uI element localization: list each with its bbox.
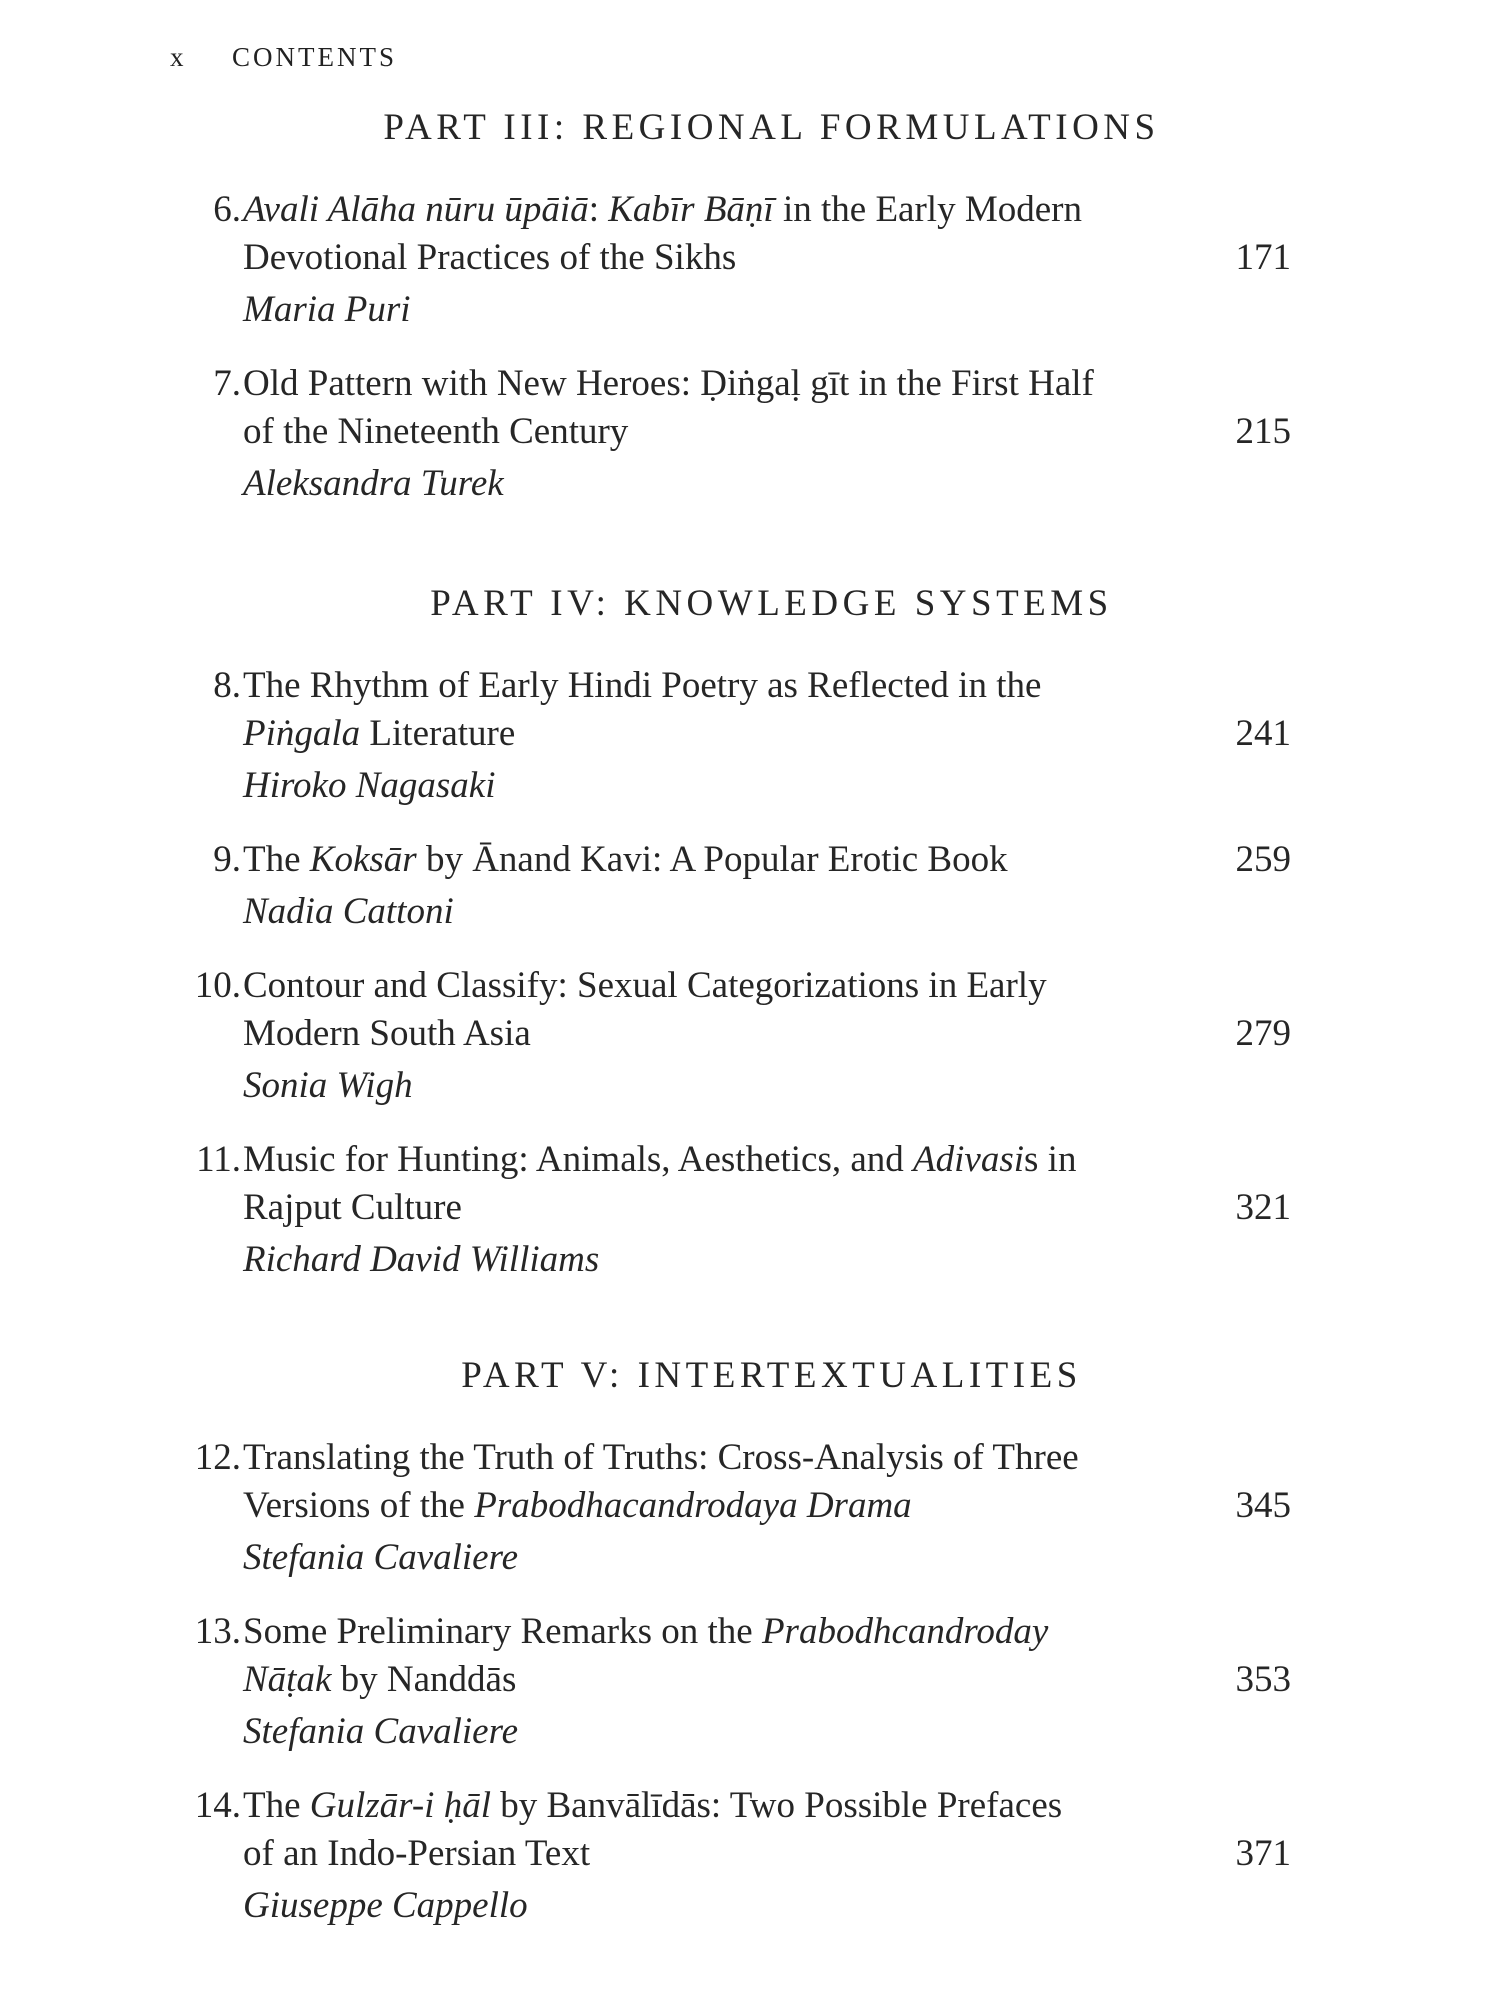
entry-title-line-1: Old Pattern with New Heroes: Ḍiṅgaḷ gīt in the First Half	[243, 363, 1094, 404]
entry-title-line-1: Translating the Truth of Truths: Cross-Analysis of Three	[243, 1437, 1079, 1478]
entry-title-line-1: The Gulzār-i ḥāl by Banvālīdās: Two Possible Prefaces	[243, 1785, 1063, 1826]
entry-author: Richard David Williams	[243, 1239, 600, 1280]
entry-page-number: 353	[1235, 1659, 1291, 1700]
entry-title-line-2: Rajput Culture	[243, 1187, 462, 1228]
running-head-label: CONTENTS	[232, 42, 397, 72]
entry-author: Aleksandra Turek	[243, 463, 504, 504]
entry-number: 8.	[213, 665, 241, 706]
entry-title-line-2: Devotional Practices of the Sikhs	[243, 237, 737, 278]
page-folio: x	[170, 42, 187, 72]
entry-author: Giuseppe Cappello	[243, 1885, 528, 1926]
entry-number: 7.	[213, 363, 241, 404]
entry-author: Nadia Cattoni	[243, 891, 454, 932]
entry-page-number: 371	[1235, 1833, 1291, 1874]
entry-title-line-1: Avali Alāha nūru ūpāiā: Kabīr Bāṇī in the Early Modern	[243, 189, 1082, 230]
running-head	[170, 42, 397, 73]
part-heading-iv: PART IV: KNOWLEDGE SYSTEMS	[430, 583, 1113, 624]
entry-page-number: 171	[1235, 237, 1291, 278]
entry-title-line-2: Piṅgala Literature	[243, 713, 516, 754]
entry-page-number: 241	[1235, 713, 1291, 754]
entry-title-line-1: Music for Hunting: Animals, Aesthetics, and Adivasis in	[243, 1139, 1077, 1180]
entry-title-line-2: of the Nineteenth Century	[243, 411, 629, 452]
entry-page-number: 345	[1235, 1485, 1291, 1526]
entry-title-line-1: Contour and Classify: Sexual Categorizations in Early	[243, 965, 1047, 1006]
entry-title-line-2: Versions of the Prabodhacandrodaya Drama	[243, 1485, 912, 1526]
entry-number: 12.	[194, 1437, 241, 1478]
entry-author: Stefania Cavaliere	[243, 1537, 519, 1578]
entry-title-line-1: The Rhythm of Early Hindi Poetry as Reflected in the	[243, 665, 1042, 706]
entry-author: Hiroko Nagasaki	[243, 765, 496, 806]
entry-author: Stefania Cavaliere	[243, 1711, 519, 1752]
part-heading-iii: PART III: REGIONAL FORMULATIONS	[383, 107, 1160, 148]
entry-page-number: 321	[1235, 1187, 1291, 1228]
entry-author: Maria Puri	[243, 289, 411, 330]
entry-author: Sonia Wigh	[243, 1065, 413, 1106]
entry-number: 9.	[213, 839, 241, 880]
entry-title-line-2: of an Indo-Persian Text	[243, 1833, 591, 1874]
part-heading-v: PART V: INTERTEXTUALITIES	[461, 1355, 1082, 1396]
entry-page-number: 279	[1235, 1013, 1291, 1054]
entry-page-number: 259	[1235, 839, 1291, 880]
entry-title-line-1: Some Preliminary Remarks on the Prabodhcandroday	[243, 1611, 1049, 1652]
entry-number: 13.	[194, 1611, 241, 1652]
entry-page-number: 215	[1235, 411, 1291, 452]
entry-number: 11.	[196, 1139, 241, 1180]
entry-number: 6.	[213, 189, 241, 230]
entry-title-line-2: Modern South Asia	[243, 1013, 531, 1054]
entry-title-line-1: The Koksār by Ānand Kavi: A Popular Erotic Book	[243, 839, 1008, 880]
entry-number: 14.	[194, 1785, 241, 1826]
entry-title-line-2: Nāṭak by Nanddās	[243, 1659, 517, 1700]
entry-number: 10.	[194, 965, 241, 1006]
